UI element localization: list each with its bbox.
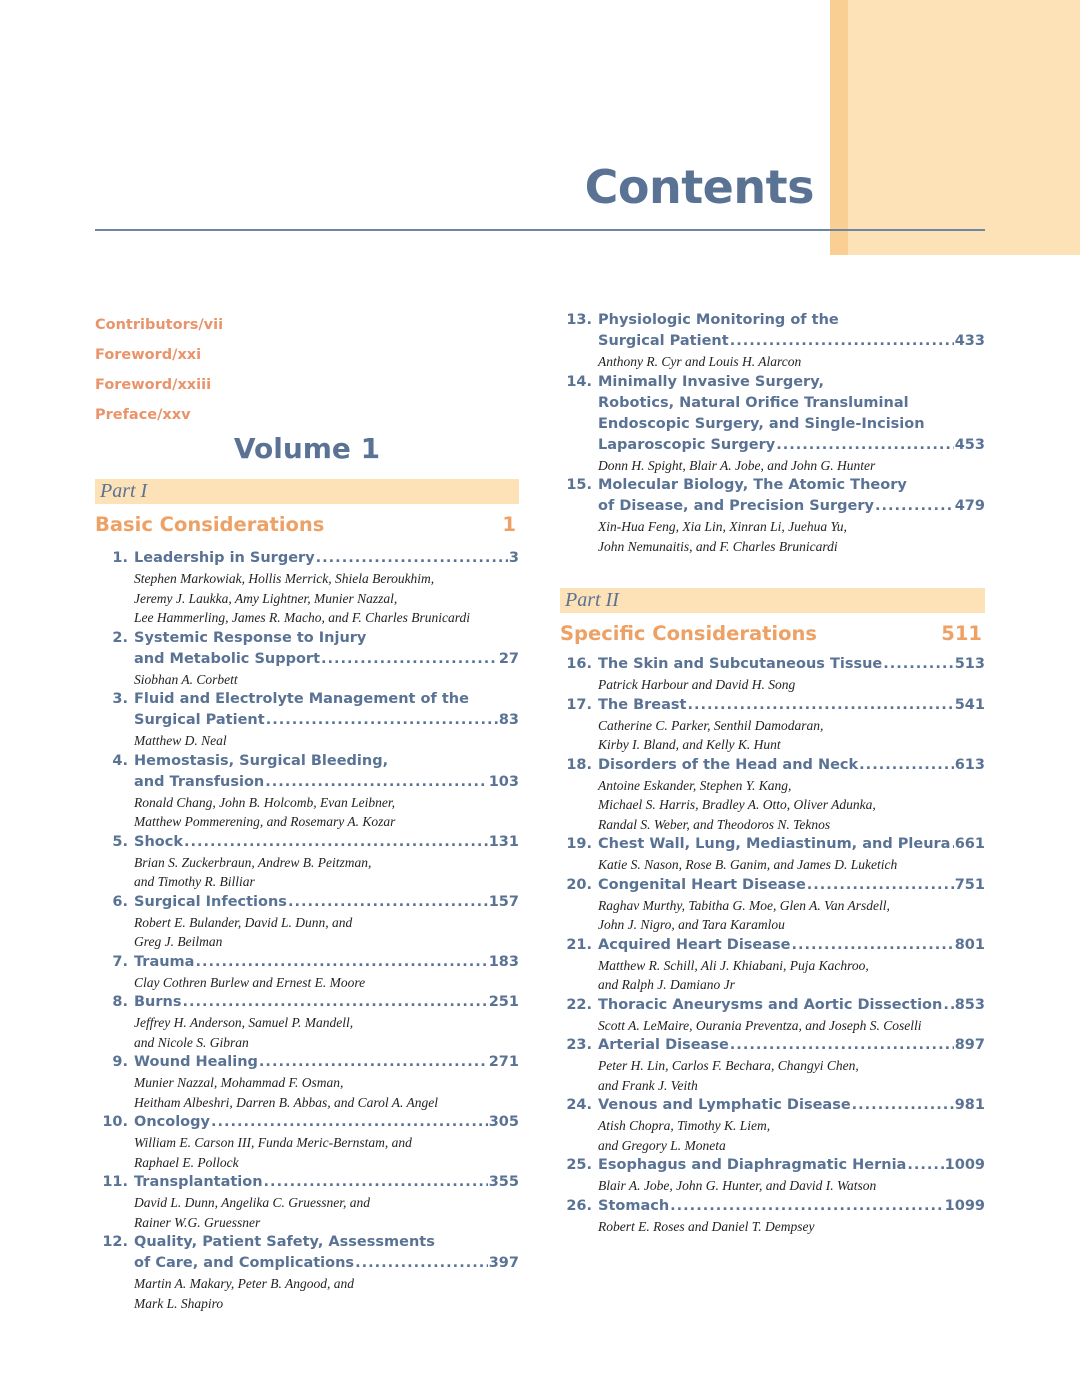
chapter-entry[interactable] xyxy=(560,695,985,755)
chapter-entry[interactable] xyxy=(560,372,985,476)
chapter-title-line xyxy=(560,372,985,393)
chapter-entry[interactable] xyxy=(560,1095,985,1155)
chapter-authors xyxy=(96,973,519,993)
part-1-title: Basic Considerations xyxy=(95,513,325,536)
chapter-page-number: 251 xyxy=(488,994,519,1010)
author-line: Heitham Albeshri, Darren B. Abbas, and Carol A. Angel xyxy=(134,1094,439,1110)
chapter-authors xyxy=(96,853,519,892)
author-line: Siobhan A. Corbett xyxy=(134,671,238,687)
author-line: Anthony R. Cyr and Louis H. Alarcon xyxy=(598,354,802,369)
chapter-authors xyxy=(560,1116,985,1155)
chapter-title: Congenital Heart Disease xyxy=(598,876,806,893)
chapter-title: Shock xyxy=(134,833,183,850)
chapter-number: 26. xyxy=(566,1197,592,1214)
dot-leader xyxy=(316,548,508,569)
chapter-title: Fluid and Electrolyte Management of the xyxy=(134,691,469,707)
dot-leader xyxy=(184,832,488,853)
chapter-title-line xyxy=(96,832,519,853)
chapter-authors xyxy=(560,896,985,935)
chapter-number: 5. xyxy=(112,833,128,850)
chapter-page-number: 897 xyxy=(954,1037,985,1053)
chapter-entry[interactable] xyxy=(96,952,519,993)
chapter-title-line xyxy=(560,935,985,956)
front-matter-foreword-2[interactable]: Foreword/xxiii xyxy=(95,377,212,393)
part-1-heading[interactable] xyxy=(95,508,519,542)
chapter-title: Surgical Patient xyxy=(598,333,729,349)
chapter-title-line xyxy=(96,952,519,973)
chapter-title-line xyxy=(560,755,985,776)
dot-leader xyxy=(883,654,953,675)
chapter-page-number: 1009 xyxy=(944,1157,985,1173)
right-column xyxy=(560,310,985,1236)
chapter-title-line xyxy=(96,1172,519,1193)
chapter-entry[interactable] xyxy=(96,892,519,952)
chapter-authors xyxy=(96,1274,519,1313)
chapter-title: Arterial Disease xyxy=(598,1037,729,1053)
chapter-entry[interactable] xyxy=(560,310,985,372)
chapter-title: Systemic Response to Injury xyxy=(134,629,367,646)
chapter-number: 11. xyxy=(102,1174,128,1190)
chapter-number: 13. xyxy=(566,312,592,328)
part-1-chapter-list-continued xyxy=(560,310,985,556)
chapter-number: 12. xyxy=(102,1234,128,1250)
chapter-title-line xyxy=(560,875,985,896)
author-line: and Nicole S. Gibran xyxy=(134,1034,249,1050)
chapter-title-line xyxy=(560,475,985,496)
chapter-number: 17. xyxy=(566,696,592,713)
author-line: Raghav Murthy, Tabitha G. Moe, Glen A. Van Arsdell, xyxy=(598,897,890,913)
dot-leader xyxy=(687,695,953,716)
chapter-entry[interactable] xyxy=(96,1232,519,1313)
dot-leader xyxy=(951,834,953,855)
chapter-title-line xyxy=(560,995,985,1016)
chapter-page-number: 103 xyxy=(488,773,519,790)
chapter-number: 20. xyxy=(566,876,592,893)
author-line: Robert E. Bulander, David L. Dunn, and xyxy=(134,914,353,930)
chapter-authors xyxy=(560,1176,985,1196)
dot-leader xyxy=(907,1155,943,1176)
author-line: Peter H. Lin, Carlos F. Bechara, Changyi Chen, xyxy=(598,1058,859,1073)
author-line: Jeremy J. Laukka, Amy Lightner, Munier Nazzal, xyxy=(134,590,398,606)
chapter-title: The Skin and Subcutaneous Tissue xyxy=(598,656,883,672)
chapter-page-number: 433 xyxy=(954,333,985,349)
dot-leader xyxy=(730,1035,954,1056)
chapter-title-continuation xyxy=(560,414,985,435)
chapter-title: Esophagus and Diaphragmatic Hernia xyxy=(598,1157,907,1173)
chapter-title-line xyxy=(96,992,519,1013)
chapter-page-number: 183 xyxy=(488,953,519,970)
chapter-title: Chest Wall, Lung, Mediastinum, and Pleura xyxy=(598,836,951,852)
chapter-authors xyxy=(560,1217,985,1237)
chapter-title: Laparoscopic Surgery xyxy=(598,436,776,453)
chapter-title: and Transfusion xyxy=(134,773,265,790)
chapter-number: 19. xyxy=(566,836,592,852)
chapter-entry[interactable] xyxy=(560,1196,985,1237)
chapter-title: Minimally Invasive Surgery, xyxy=(598,373,825,390)
author-line: Munier Nazzal, Mohammad F. Osman, xyxy=(134,1075,344,1090)
chapter-title: Endoscopic Surgery, and Single-Incision xyxy=(598,415,925,432)
author-line: Catherine C. Parker, Senthil Damodaran, xyxy=(598,717,824,733)
author-line: and Ralph J. Damiano Jr xyxy=(598,977,735,992)
chapter-entry[interactable] xyxy=(560,935,985,995)
chapter-page-number: 27 xyxy=(498,650,519,667)
chapter-title-continuation xyxy=(96,649,519,670)
author-line: Raphael E. Pollock xyxy=(134,1154,239,1170)
chapter-number: 25. xyxy=(566,1157,592,1173)
chapter-page-number: 355 xyxy=(488,1174,519,1190)
chapter-title-line xyxy=(560,1155,985,1176)
dot-leader xyxy=(792,935,954,956)
chapter-number: 3. xyxy=(112,691,128,707)
author-line: and Frank J. Veith xyxy=(598,1077,698,1093)
author-line: and Gregory L. Moneta xyxy=(598,1137,726,1153)
dot-leader xyxy=(730,331,954,352)
chapter-page-number: 83 xyxy=(498,712,519,728)
chapter-page-number: 613 xyxy=(954,756,985,773)
chapter-title: The Breast xyxy=(598,696,687,713)
dot-leader xyxy=(264,1172,488,1193)
author-line: Atish Chopra, Timothy K. Liem, xyxy=(598,1118,771,1133)
chapter-title-line xyxy=(560,1035,985,1056)
chapter-title: Wound Healing xyxy=(134,1054,258,1070)
author-line: Matthew D. Neal xyxy=(134,733,227,748)
chapter-entry[interactable] xyxy=(96,1052,519,1112)
chapter-title-line xyxy=(560,1196,985,1217)
author-line: John J. Nigro, and Tara Karamlou xyxy=(598,917,785,932)
chapter-number: 23. xyxy=(566,1037,592,1053)
chapter-authors xyxy=(560,1056,985,1095)
page-title: Contents xyxy=(584,160,814,214)
front-matter-contributors[interactable]: Contributors/vii xyxy=(95,317,224,333)
author-line: David L. Dunn, Angelika C. Gruessner, and xyxy=(134,1195,370,1210)
chapter-title: Stomach xyxy=(598,1197,670,1214)
dot-leader xyxy=(265,772,487,793)
corner-tab-decoration xyxy=(830,0,1080,255)
chapter-title-continuation xyxy=(560,331,985,352)
author-line: Jeffrey H. Anderson, Samuel P. Mandell, xyxy=(134,1015,354,1030)
chapter-title-line xyxy=(560,1095,985,1116)
part-1-page: 1 xyxy=(502,513,516,536)
author-line: Donn H. Spight, Blair A. Jobe, and John G. Hunter xyxy=(598,457,876,473)
chapter-title-continuation xyxy=(96,710,519,731)
chapter-title: Disorders of the Head and Neck xyxy=(598,756,859,773)
part-2-chapter-list xyxy=(560,654,985,1236)
author-line: Robert E. Roses and Daniel T. Dempsey xyxy=(598,1218,815,1234)
author-line: and Timothy R. Billiar xyxy=(134,874,255,889)
chapter-title: Acquired Heart Disease xyxy=(598,936,791,953)
front-matter-preface[interactable]: Preface/xxv xyxy=(95,407,191,423)
front-matter-list xyxy=(95,310,519,430)
chapter-title: Robotics, Natural Orifice Transluminal xyxy=(598,394,909,411)
chapter-title-continuation xyxy=(96,1253,519,1274)
author-line: Rainer W.G. Gruessner xyxy=(134,1214,261,1230)
chapter-number: 10. xyxy=(102,1114,128,1130)
chapter-authors xyxy=(96,1133,519,1172)
front-matter-foreword-1[interactable]: Foreword/xxi xyxy=(95,347,202,363)
chapter-title: Venous and Lymphatic Disease xyxy=(598,1097,851,1113)
chapter-number: 1. xyxy=(112,550,128,566)
author-line: Martin A. Makary, Peter B. Angood, and xyxy=(134,1276,354,1291)
dot-leader xyxy=(859,755,954,776)
chapter-title-line xyxy=(96,689,519,710)
chapter-authors xyxy=(560,956,985,995)
chapter-title: Leadership in Surgery xyxy=(134,550,315,566)
author-line: Katie S. Nason, Rose B. Ganim, and James D. Luketich xyxy=(598,857,898,872)
part-2-section xyxy=(560,588,985,1236)
chapter-number: 2. xyxy=(112,629,128,646)
chapter-title: Trauma xyxy=(134,953,195,970)
left-column xyxy=(95,310,519,1313)
corner-tab-strip xyxy=(830,0,848,255)
chapter-authors xyxy=(560,675,985,695)
chapter-number: 15. xyxy=(566,477,592,493)
chapter-title: Transplantation xyxy=(134,1174,263,1190)
chapter-title-line xyxy=(96,548,519,569)
author-line: Lee Hammerling, James R. Macho, and F. Charles Brunicardi xyxy=(134,610,470,625)
dot-leader xyxy=(195,952,487,973)
author-line: Matthew Pommerening, and Rosemary A. Kozar xyxy=(134,814,396,829)
chapter-number: 6. xyxy=(112,893,128,910)
chapter-title-line xyxy=(560,695,985,716)
chapter-entry[interactable] xyxy=(560,475,985,556)
chapter-entry[interactable] xyxy=(560,1035,985,1095)
chapter-entry[interactable] xyxy=(96,689,519,751)
author-line: Patrick Harbour and David H. Song xyxy=(598,677,796,692)
chapter-title-line xyxy=(96,628,519,649)
author-line: Ronald Chang, John B. Holcomb, Evan Leibner, xyxy=(134,794,395,810)
chapter-title: of Disease, and Precision Surgery xyxy=(598,498,874,514)
chapter-authors xyxy=(96,670,519,690)
chapter-entry[interactable] xyxy=(560,654,985,695)
author-line: Scott A. LeMaire, Ourania Preventza, and Joseph S. Coselli xyxy=(598,1017,922,1033)
chapter-number: 8. xyxy=(112,994,128,1010)
chapter-number: 16. xyxy=(566,656,592,672)
chapter-page-number: 1099 xyxy=(944,1197,985,1214)
dot-leader xyxy=(288,892,488,913)
chapter-entry[interactable] xyxy=(560,755,985,835)
chapter-title: Surgical Infections xyxy=(134,893,287,910)
chapter-title-line xyxy=(96,751,519,772)
chapter-page-number: 3 xyxy=(508,550,519,566)
chapter-title-line xyxy=(96,1112,519,1133)
dot-leader xyxy=(259,1052,488,1073)
chapter-number: 24. xyxy=(566,1097,592,1113)
part-2-label: Part II xyxy=(560,588,985,613)
author-line: Clay Cothren Burlew and Ernest E. Moore xyxy=(134,974,366,990)
chapter-title: Surgical Patient xyxy=(134,712,265,728)
chapter-page-number: 981 xyxy=(954,1097,985,1113)
chapter-authors xyxy=(96,913,519,952)
author-line: Kirby I. Bland, and Kelly K. Hunt xyxy=(598,737,781,752)
chapter-authors xyxy=(560,776,985,835)
chapter-number: 21. xyxy=(566,936,592,953)
chapter-authors xyxy=(96,1013,519,1052)
author-line: John Nemunaitis, and F. Charles Brunicardi xyxy=(598,538,838,554)
chapter-number: 9. xyxy=(112,1054,128,1070)
chapter-entry[interactable] xyxy=(96,751,519,832)
author-line: Antoine Eskander, Stephen Y. Kang, xyxy=(598,777,792,793)
chapter-page-number: 453 xyxy=(954,436,985,453)
part-1-chapter-list xyxy=(95,548,519,1313)
volume-title: Volume 1 xyxy=(233,432,381,465)
chapter-title: and Metabolic Support xyxy=(134,650,321,667)
author-line: Mark L. Shapiro xyxy=(134,1295,224,1311)
dot-leader xyxy=(182,992,487,1013)
chapter-page-number: 305 xyxy=(488,1114,519,1130)
chapter-title-line xyxy=(96,892,519,913)
chapter-entry[interactable] xyxy=(96,832,519,892)
chapter-entry[interactable] xyxy=(560,1155,985,1196)
chapter-title-line xyxy=(560,654,985,675)
chapter-title-line xyxy=(560,310,985,331)
chapter-title-line xyxy=(96,1052,519,1073)
part-1-label: Part I xyxy=(95,479,519,504)
dot-leader xyxy=(321,649,498,670)
chapter-page-number: 157 xyxy=(488,893,519,910)
dot-leader xyxy=(807,875,954,896)
author-line: Xin-Hua Feng, Xia Lin, Xinran Li, Juehua Yu, xyxy=(598,519,847,534)
chapter-page-number: 801 xyxy=(954,936,985,953)
chapter-number: 14. xyxy=(566,373,592,390)
chapter-title: Burns xyxy=(134,994,182,1010)
chapter-title-continuation xyxy=(96,772,519,793)
chapter-entry[interactable] xyxy=(96,628,519,690)
chapter-title: Thoracic Aneurysms and Aortic Dissection xyxy=(598,996,943,1013)
chapter-page-number: 751 xyxy=(954,876,985,893)
chapter-title: Hemostasis, Surgical Bleeding, xyxy=(134,752,389,769)
title-divider xyxy=(95,229,985,231)
chapter-page-number: 853 xyxy=(954,996,985,1013)
chapter-title: Oncology xyxy=(134,1114,210,1130)
chapter-entry[interactable] xyxy=(96,1112,519,1172)
dot-leader xyxy=(355,1253,488,1274)
dot-leader xyxy=(670,1196,943,1217)
dot-leader xyxy=(943,995,953,1016)
author-line: Blair A. Jobe, John G. Hunter, and David I. Watson xyxy=(598,1178,877,1193)
chapter-number: 4. xyxy=(112,752,128,769)
chapter-authors xyxy=(560,855,985,875)
chapter-authors xyxy=(96,569,519,628)
chapter-entry[interactable] xyxy=(96,1172,519,1232)
chapter-title-line xyxy=(96,1232,519,1253)
chapter-title: Molecular Biology, The Atomic Theory xyxy=(598,477,907,493)
chapter-authors xyxy=(560,716,985,755)
author-line: Stephen Markowiak, Hollis Merrick, Shiela Beroukhim, xyxy=(134,571,435,586)
author-line: Michael S. Harris, Bradley A. Otto, Oliver Adunka, xyxy=(598,797,876,812)
chapter-title-line xyxy=(560,834,985,855)
part-2-title: Specific Considerations xyxy=(560,622,818,645)
author-line: Randal S. Weber, and Theodoros N. Teknos xyxy=(598,816,831,832)
chapter-entry[interactable] xyxy=(96,548,519,628)
chapter-page-number: 271 xyxy=(488,1054,519,1070)
part-2-page: 511 xyxy=(941,622,982,645)
chapter-authors xyxy=(560,456,985,476)
chapter-title-continuation xyxy=(560,496,985,517)
chapter-page-number: 661 xyxy=(954,836,985,852)
chapter-authors xyxy=(560,1016,985,1036)
chapter-entry[interactable] xyxy=(560,834,985,875)
part-2-heading[interactable] xyxy=(560,617,985,651)
chapter-authors xyxy=(96,1073,519,1112)
author-line: Matthew R. Schill, Ali J. Khiabani, Puja Kachroo, xyxy=(598,957,869,973)
author-line: Brian S. Zuckerbraun, Andrew B. Peitzman, xyxy=(134,854,372,870)
chapter-page-number: 397 xyxy=(488,1255,519,1271)
dot-leader xyxy=(211,1112,488,1133)
chapter-title: Quality, Patient Safety, Assessments xyxy=(134,1234,435,1250)
chapter-title: of Care, and Complications xyxy=(134,1255,355,1271)
author-line: William E. Carson III, Funda Meric-Bernstam, and xyxy=(134,1135,412,1150)
chapter-number: 7. xyxy=(112,953,128,970)
dot-leader xyxy=(875,496,954,517)
chapter-authors xyxy=(96,793,519,832)
chapter-entry[interactable] xyxy=(560,875,985,935)
chapter-title-continuation xyxy=(560,393,985,414)
chapter-page-number: 513 xyxy=(954,656,985,672)
author-line: Greg J. Beilman xyxy=(134,934,223,949)
chapter-title-continuation xyxy=(560,435,985,456)
chapter-title: Physiologic Monitoring of the xyxy=(598,312,839,328)
chapter-authors xyxy=(560,517,985,556)
dot-leader xyxy=(266,710,498,731)
dot-leader xyxy=(776,435,954,456)
chapter-page-number: 541 xyxy=(954,696,985,713)
chapter-authors xyxy=(96,731,519,751)
chapter-entry[interactable] xyxy=(96,992,519,1052)
chapter-page-number: 479 xyxy=(954,498,985,514)
chapter-page-number: 131 xyxy=(488,833,519,850)
chapter-authors xyxy=(96,1193,519,1232)
chapter-number: 22. xyxy=(566,996,592,1013)
dot-leader xyxy=(852,1095,954,1116)
chapter-authors xyxy=(560,352,985,372)
chapter-entry[interactable] xyxy=(560,995,985,1036)
chapter-number: 18. xyxy=(566,756,592,773)
